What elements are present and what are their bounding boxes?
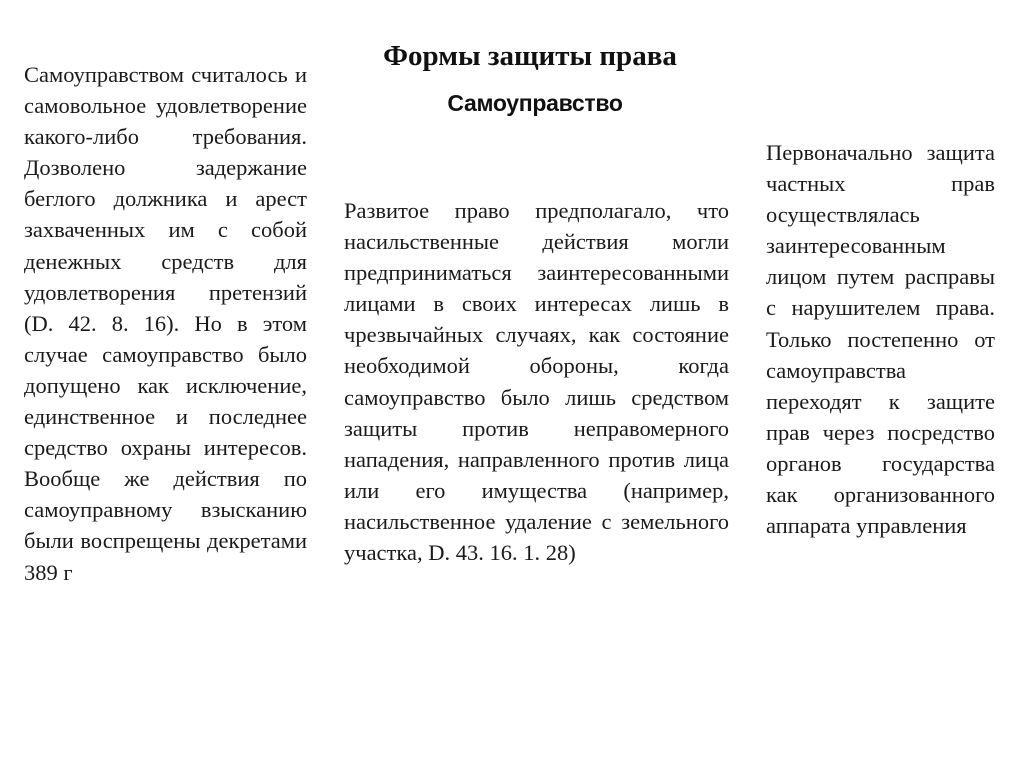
right-column-text: Первоначально защита частных прав осуществлялась заинтересованным лицом путем расправы с нарушителем права. Только постепенно от самоуправства переходят к защите прав через посредство органов государства как организованного аппарата управления [766,140,995,539]
slide-title: Формы защиты права [383,40,677,72]
slide-subtitle: Самоуправство [447,90,623,116]
middle-column-text: Развитое право предполагало, что насильственные действия могли предприниматься заинтересованными лицами в своих интересах лишь в чрезвычайных случаях, как состояние необходимой обороны, когда самоуправство было лишь средством защиты против неправомерного нападения, направленного против лица или его имущества (например, насильственное удаление с земельного участка, D. 43. 16. 1. 28) [344,198,729,566]
left-column-text: Самоуправством считалось и самовольное удовлетворение какого-либо требования. Дозволено задержание беглого должника и арест захваченных им с собой денежных средств для удовлетворения претензий (D. 42. 8. 16). Но в этом случае самоуправство было допущено как исключение, единственное и последнее средство охраны интересов. Вообще же действия по самоуправному взысканию были воспрещены декретами 389 г [24,62,307,585]
